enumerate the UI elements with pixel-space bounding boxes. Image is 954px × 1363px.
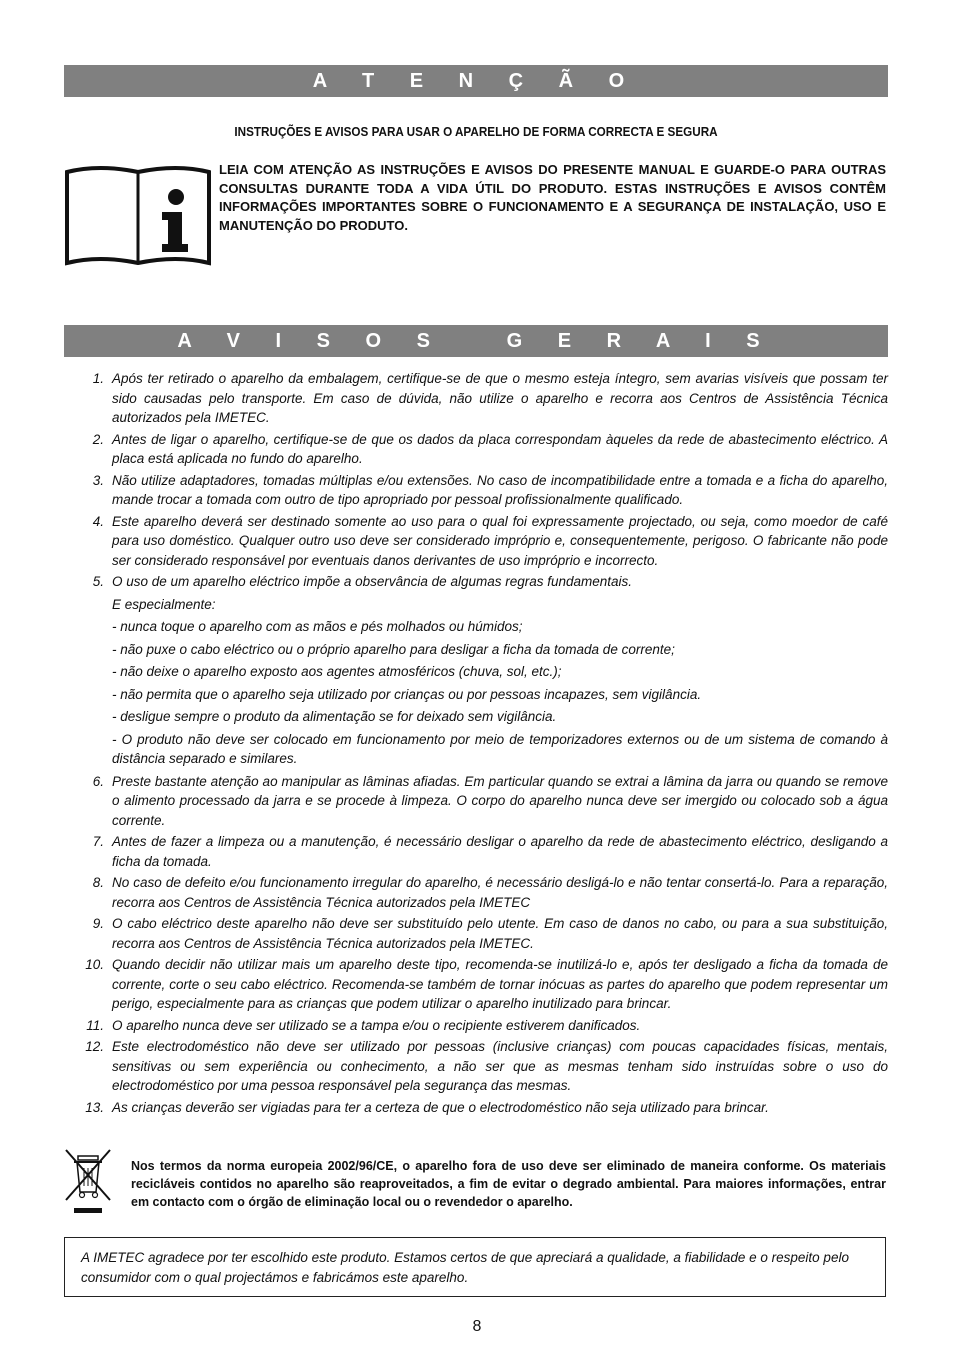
sub-list xyxy=(112,595,888,769)
sub-item: - desligue sempre o produto da alimentação se for deixado sem vigilância. xyxy=(112,709,557,724)
crossed-bin-icon xyxy=(64,1148,114,1216)
list-item: 3. Não utilize adaptadores, tomadas múltiplas e/ou extensões. No caso de incompatibilidade entre a tomada e a ficha do aparelho, mande trocar a tomada com outro de tipo apropriado por pessoal profissionalmente qualificado. xyxy=(92,472,888,507)
page-number: 8 xyxy=(472,1318,482,1335)
thanks-box xyxy=(64,1237,886,1297)
safety-subtitle: INSTRUÇÕES E AVISOS PARA USAR O APARELHO DE FORMA CORRECTA E SEGURA xyxy=(234,124,718,139)
sub-item: - não deixe o aparelho exposto aos agentes atmosféricos (chuva, sol, etc.); xyxy=(112,664,562,679)
info-text: LEIA COM ATENÇÃO AS INSTRUÇÕES E AVISOS DO PRESENTE MANUAL E GUARDE-O PARA OUTRAS CONSULTAS DURANTE TODA A VIDA ÚTIL DO PRODUTO. ESTAS INSTRUÇÕES E AVISOS CONTÊM INFORMAÇÕES IMPORTANTES SOBRE O FUNCIONAMENTO E A SEGURANÇA DE INSTALAÇÃO, USO E MANUTENÇÃO DO PRODUTO. xyxy=(219,162,886,233)
list-item: 8. No caso de defeito e/ou funcionamento irregular do aparelho, é necessário desligá-lo e não tentar consertá-lo. Para a reparação, recorra aos Centros de Assistência Técnica autorizados pela IMETEC xyxy=(92,875,888,910)
list-item: 9. O cabo eléctrico deste aparelho não deve ser substituído pelo utente. Em caso de danos no cabo, ou para a sua substituição, recorra aos Centros de Assistência Técnica autorizados pela IMETEC. xyxy=(92,916,888,951)
list-item: 13. As crianças deverão ser vigiadas para ter a certeza de que o electrodoméstico não seja utilizado para brincar. xyxy=(85,1099,769,1115)
list-item: 7. Antes de fazer a limpeza ou a manutenção, é necessário desligar o aparelho da rede de abastecimento eléctrico, desligando a ficha da tomada. xyxy=(92,834,888,869)
warnings-list xyxy=(84,369,888,1119)
sub-item: - não puxe o cabo eléctrico ou o próprio aparelho para desligar a ficha da tomada de corrente; xyxy=(112,641,675,657)
list-item: 6. Preste bastante atenção ao manipular as lâminas afiadas. Em particular quando se extrai a lâmina da jarra ou quando se remove o alimento processado da jarra e se procede à limpeza. O corpo do aparelho nunca deve ser imergido ou colocado sob a água corrente. xyxy=(92,773,888,828)
weee-disposal-text: Nos termos da norma europeia 2002/96/CE, o aparelho fora de uso deve ser eliminado de maneira conforme. Os materiais recicláveis contidos no aparelho são reaproveitados, a fim de evitar o degrado ambiental. Para maiores informações, entrar em contacto com o órgão de eliminação local ou o revendedor o aparelho. xyxy=(131,1159,886,1209)
list-item: 12. Este electrodoméstico não deve ser utilizado por pessoas (inclusive crianças) com poucas capacidades físicas, mentais, sensitivas ou sem experiência ou conhecimento, a não ser que as mesmas tenham sido instruídas sobre o uso do electrodoméstico por uma pessoa responsável pela segurança das mesmas. xyxy=(85,1039,888,1093)
sub-item: - não permita que o aparelho seja utilizado por crianças ou por pessoas incapazes, sem vigilância. xyxy=(112,686,702,702)
sub-item: - nunca toque o aparelho com as mãos e pés molhados ou húmidos; xyxy=(112,619,523,634)
attention-banner xyxy=(64,65,888,97)
list-item: 11. O aparelho nunca deve ser utilizado se a tampa e/ou o recipiente estiverem danificados. xyxy=(86,1017,641,1033)
list-item: 1. Após ter retirado o aparelho da embalagem, certifique-se de que o mesmo esteja íntegro, sem avarias visíveis que possam ter sido causadas pelo transporte. Em caso de dúvida, não utilize o aparelho e recorra aos Centros de Assistência Técnica autorizados pela IMETEC. xyxy=(92,371,888,425)
sub-item: - O produto não deve ser colocado em funcionamento por meio de temporizadores externos ou de um sistema de comando à distância separado e similares. xyxy=(112,731,888,766)
attention-title: A T E N Ç Ã O xyxy=(312,70,640,92)
info-book-icon xyxy=(64,160,212,272)
list-item: 4. Este aparelho deverá ser destinado somente ao uso para o qual foi expressamente projectado, ou seja, como moedor de café para uso doméstico. Qualquer outro uso deve ser considerado impróprio e, consequentemente, perigoso. O fabricante não pode ser considerado responsável por eventuais danos derivantes de uso impróprio e incorrecto. xyxy=(92,513,888,568)
general-warnings-banner xyxy=(64,325,888,357)
thanks-text: A IMETEC agradece por ter escolhido este produto. Estamos certos de que apreciará a qualidade, a fiabilidade e o respeito pelo consumidor com o qual projectámos e fabricámos este aparelho. xyxy=(81,1250,849,1285)
list-item: 5. O uso de um aparelho eléctrico impõe a observância de algumas regras fundamentais. E especialmente: - nunca toque o aparelho com as mãos e pés molhados ou húmidos; - não puxe o cabo eléctrico ou o próprio aparelho para desligar a ficha da tomada de corrente; - não deixe o aparelho exposto aos agentes atmosféricos (chuva, sol, etc.); - não permita que o aparelho seja utilizado por crianças ou por pessoas incapazes, sem vigilância. - desligue sempre o produto da alimentação se for deixado sem vigilância. - O produto não deve ser colocado em funcionamento por meio de temporizadores externos ou de um sistema de comando à distância separado e similares. xyxy=(84,572,888,769)
sub-item: E especialmente: xyxy=(112,596,216,612)
list-item: 10. Quando decidir não utilizar mais um aparelho deste tipo, recomenda-se inutilizá-lo e, após ter desligado a ficha da tomada de corrente, corte o seu cabo eléctrico. Recomenda-se também de tornar inócuas as partes do aparelho que podem representar um perigo, especialmente para as crianças que podem utilizar o aparelho inutilizado para brincar. xyxy=(85,957,888,1011)
general-warnings-title: A V I S O S G E R A I S xyxy=(177,330,775,352)
list-item: 2. Antes de ligar o aparelho, certifique-se de que os dados da placa correspondam àqueles da rede de abastecimento eléctrico. A placa está aplicada no fundo do aparelho. xyxy=(92,431,888,466)
